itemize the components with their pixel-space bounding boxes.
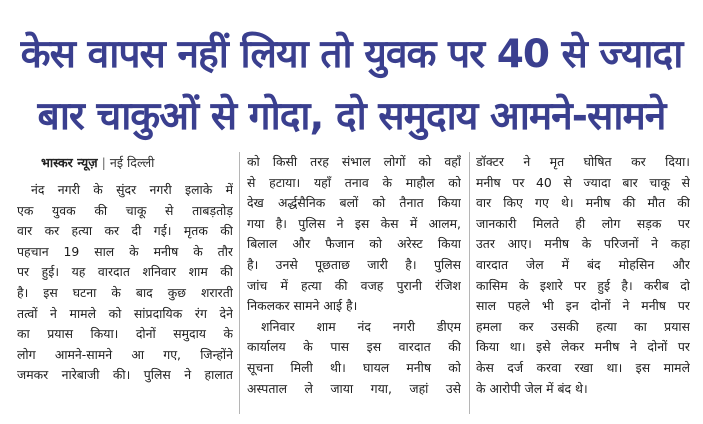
text-line: एक युवक की चाकू से ताबड़तोड़ <box>17 202 233 218</box>
text-line: किया था। इसे लेकर मनीष ने दोनों पर <box>476 339 690 355</box>
text-line: जानकारी मिलते ही लोग सड़क पर <box>476 215 690 231</box>
text-line: वारदात जेल में बंद मोहसिन और <box>476 256 690 272</box>
text-line: है। उनसे पूछताछ जारी है। पुलिस <box>247 256 461 272</box>
text-line: जांच में हत्या की वजह पुरानी रंजिश <box>247 277 461 293</box>
byline-source: भास्कर न्यूज़ <box>41 155 98 170</box>
headline-line-1: केस वापस नहीं लिया तो युवक पर 40 से ज्यादा <box>20 32 683 77</box>
text-line: पर हुई। यह वारदात शनिवार शाम की <box>17 264 233 280</box>
column-divider <box>239 152 240 414</box>
text-line: उतर आए। मनीष के परिजनों ने कहा <box>476 236 690 252</box>
text-line: निकलकर सामने आई है। <box>247 298 358 314</box>
article-column-3 <box>476 152 690 418</box>
headline <box>0 0 703 150</box>
text-line: मनीष पर 40 से ज्यादा बार चाकू से <box>476 174 690 190</box>
byline <box>17 152 233 180</box>
text-line: साल पहले भी इन दोनों ने मनीष पर <box>476 298 690 314</box>
text-line: सूचना मिली थी। घायल मनीष को <box>247 359 461 375</box>
text-line: डॉक्टर ने मृत घोषित कर दिया। <box>476 154 690 169</box>
byline-separator: | <box>101 155 106 170</box>
text-line: जमकर नारेबाजी की। पुलिस ने हालात <box>17 367 233 383</box>
text-line: नंद नगरी के सुंदर नगरी इलाके में <box>31 182 233 197</box>
text-line: का प्रयास किया। दोनों समुदाय के <box>17 326 233 342</box>
text-line: है। इस घटना के बाद कुछ शरारती <box>17 284 233 300</box>
text-line: हमला कर उसकी हत्या का प्रयास <box>476 318 690 334</box>
text-line: कार्यालय के पास इस वारदात की <box>247 339 461 355</box>
text-line: पहचान 19 साल के मनीष के तौर <box>17 243 233 259</box>
text-line: तत्वों ने मामले को सांप्रदायिक रंग देने <box>17 305 233 321</box>
text-line: शनिवार शाम नंद नगरी डीएम <box>261 318 461 334</box>
text-line: अस्पताल ले जाया गया, जहां उसे <box>247 380 461 396</box>
headline-line-2: बार चाकुओं से गोदा, दो समुदाय आमने-सामने <box>37 94 666 139</box>
text-line: गया है। पुलिस ने इस केस में आलम, <box>247 215 461 231</box>
text-line: वार किए गए थे। मनीष की मौत की <box>476 195 690 211</box>
text-line: कासिम के इशारे पर हुई है। करीब दो <box>476 277 690 293</box>
byline-location: नई दिल्ली <box>109 155 155 170</box>
column-divider <box>469 152 470 414</box>
article-column-1 <box>17 152 233 418</box>
text-line: वार कर हत्या कर दी गई। मृतक की <box>17 223 233 239</box>
text-line: को किसी तरह संभाल लोगों को वहाँ <box>247 154 461 169</box>
text-line: देख अर्द्धसैनिक बलों को तैनात किया <box>247 195 461 211</box>
text-line: केस दर्ज करवा रखा था। इस मामले <box>476 359 690 375</box>
text-line: से हटाया। यहाँ तनाव के माहौल को <box>247 174 461 190</box>
text-line: बिलाल और फैजान को अरेस्ट किया <box>247 236 461 252</box>
text-line: लोग आमने-सामने आ गए, जिन्होंने <box>17 346 233 362</box>
text-line: के आरोपी जेल में बंद थे। <box>476 380 588 396</box>
article-column-2 <box>247 152 461 418</box>
